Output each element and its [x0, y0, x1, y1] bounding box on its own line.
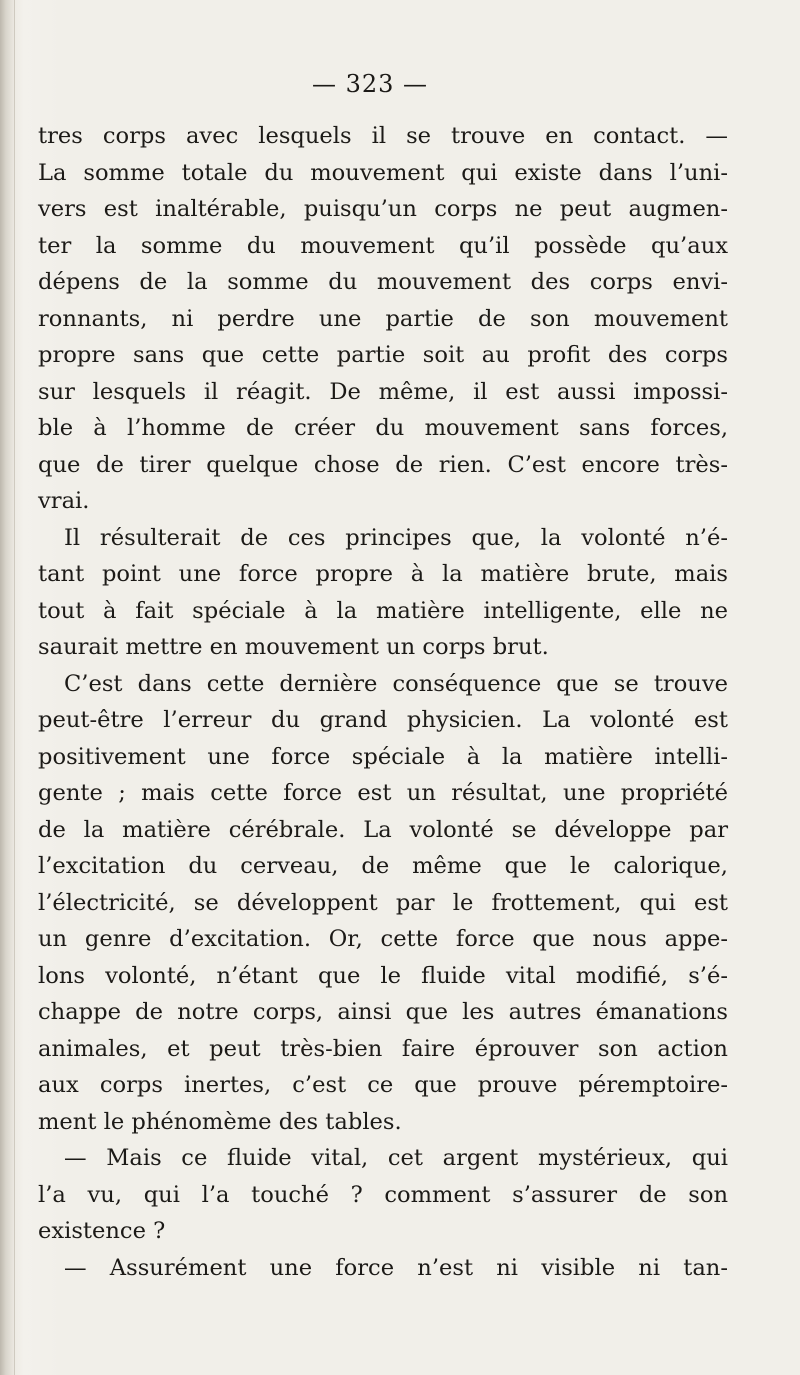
- text-line: gente ; mais cette force est un résultat, une propriété: [38, 780, 728, 806]
- text-line: dépens de la somme du mouvement des corps envi-: [38, 269, 728, 295]
- text-line: Il résulterait de ces principes que, la volonté n’é-: [64, 524, 728, 551]
- text-line: un genre d’excitation. Or, cette force que nous appe-: [38, 926, 728, 952]
- text-line: l’excitation du cerveau, de même que le calorique,: [38, 853, 728, 879]
- page-gutter: [0, 0, 15, 1375]
- text-line: de la matière cérébrale. La volonté se développe par: [38, 816, 728, 843]
- text-line: propre sans que cette partie soit au profit des corps: [38, 342, 728, 368]
- text-line: La somme totale du mouvement qui existe dans l’uni-: [38, 159, 728, 186]
- text-line: tout à fait spéciale à la matière intelligente, elle ne: [38, 597, 728, 624]
- text-line: ment le phénomème des tables.: [38, 1108, 402, 1135]
- text-line: aux corps inertes, c’est ce que prouve péremptoire-: [38, 1072, 728, 1098]
- text-line: ter la somme du mouvement qu’il possède qu’aux: [38, 232, 728, 259]
- text-line: l’électricité, se développent par le frottement, qui est: [38, 889, 728, 916]
- text-line: — Mais ce fluide vital, cet argent mystérieux, qui: [64, 1145, 728, 1171]
- text-line: — Assurément une force n’est ni visible ni tan-: [64, 1254, 728, 1281]
- text-line: ble à l’homme de créer du mouvement sans forces,: [38, 415, 728, 441]
- text-line: existence ?: [38, 1218, 166, 1244]
- text-line: vers est inaltérable, puisqu’un corps ne peut augmen-: [38, 196, 728, 222]
- page-number: — 323 —: [311, 70, 429, 98]
- text-line: ronnants, ni perdre une partie de son mouvement: [38, 305, 728, 332]
- text-line: saurait mettre en mouvement un corps brut.: [38, 634, 549, 660]
- text-line: animales, et peut très-bien faire éprouver son action: [38, 1035, 728, 1062]
- text-line: tant point une force propre à la matière brute, mais: [38, 561, 728, 587]
- text-line: que de tirer quelque chose de rien. C’est encore très-: [38, 451, 728, 478]
- text-line: sur lesquels il réagit. De même, il est aussi impossi-: [38, 378, 728, 405]
- text-line: peut-être l’erreur du grand physicien. La volonté est: [38, 707, 728, 733]
- text-line: positivement une force spéciale à la matière intelli-: [38, 743, 728, 770]
- text-line: lons volonté, n’étant que le fluide vital modifié, s’é-: [38, 962, 728, 989]
- text-line: chappe de notre corps, ainsi que les autres émanations: [38, 999, 728, 1025]
- text-line: l’a vu, qui l’a touché ? comment s’assurer de son: [38, 1181, 728, 1208]
- text-line: tres corps avec lesquels il se trouve en contact. —: [38, 123, 728, 149]
- text-line: vrai.: [38, 488, 90, 514]
- body-text: [38, 118, 728, 1286]
- text-line: C’est dans cette dernière conséquence que se trouve: [64, 670, 728, 697]
